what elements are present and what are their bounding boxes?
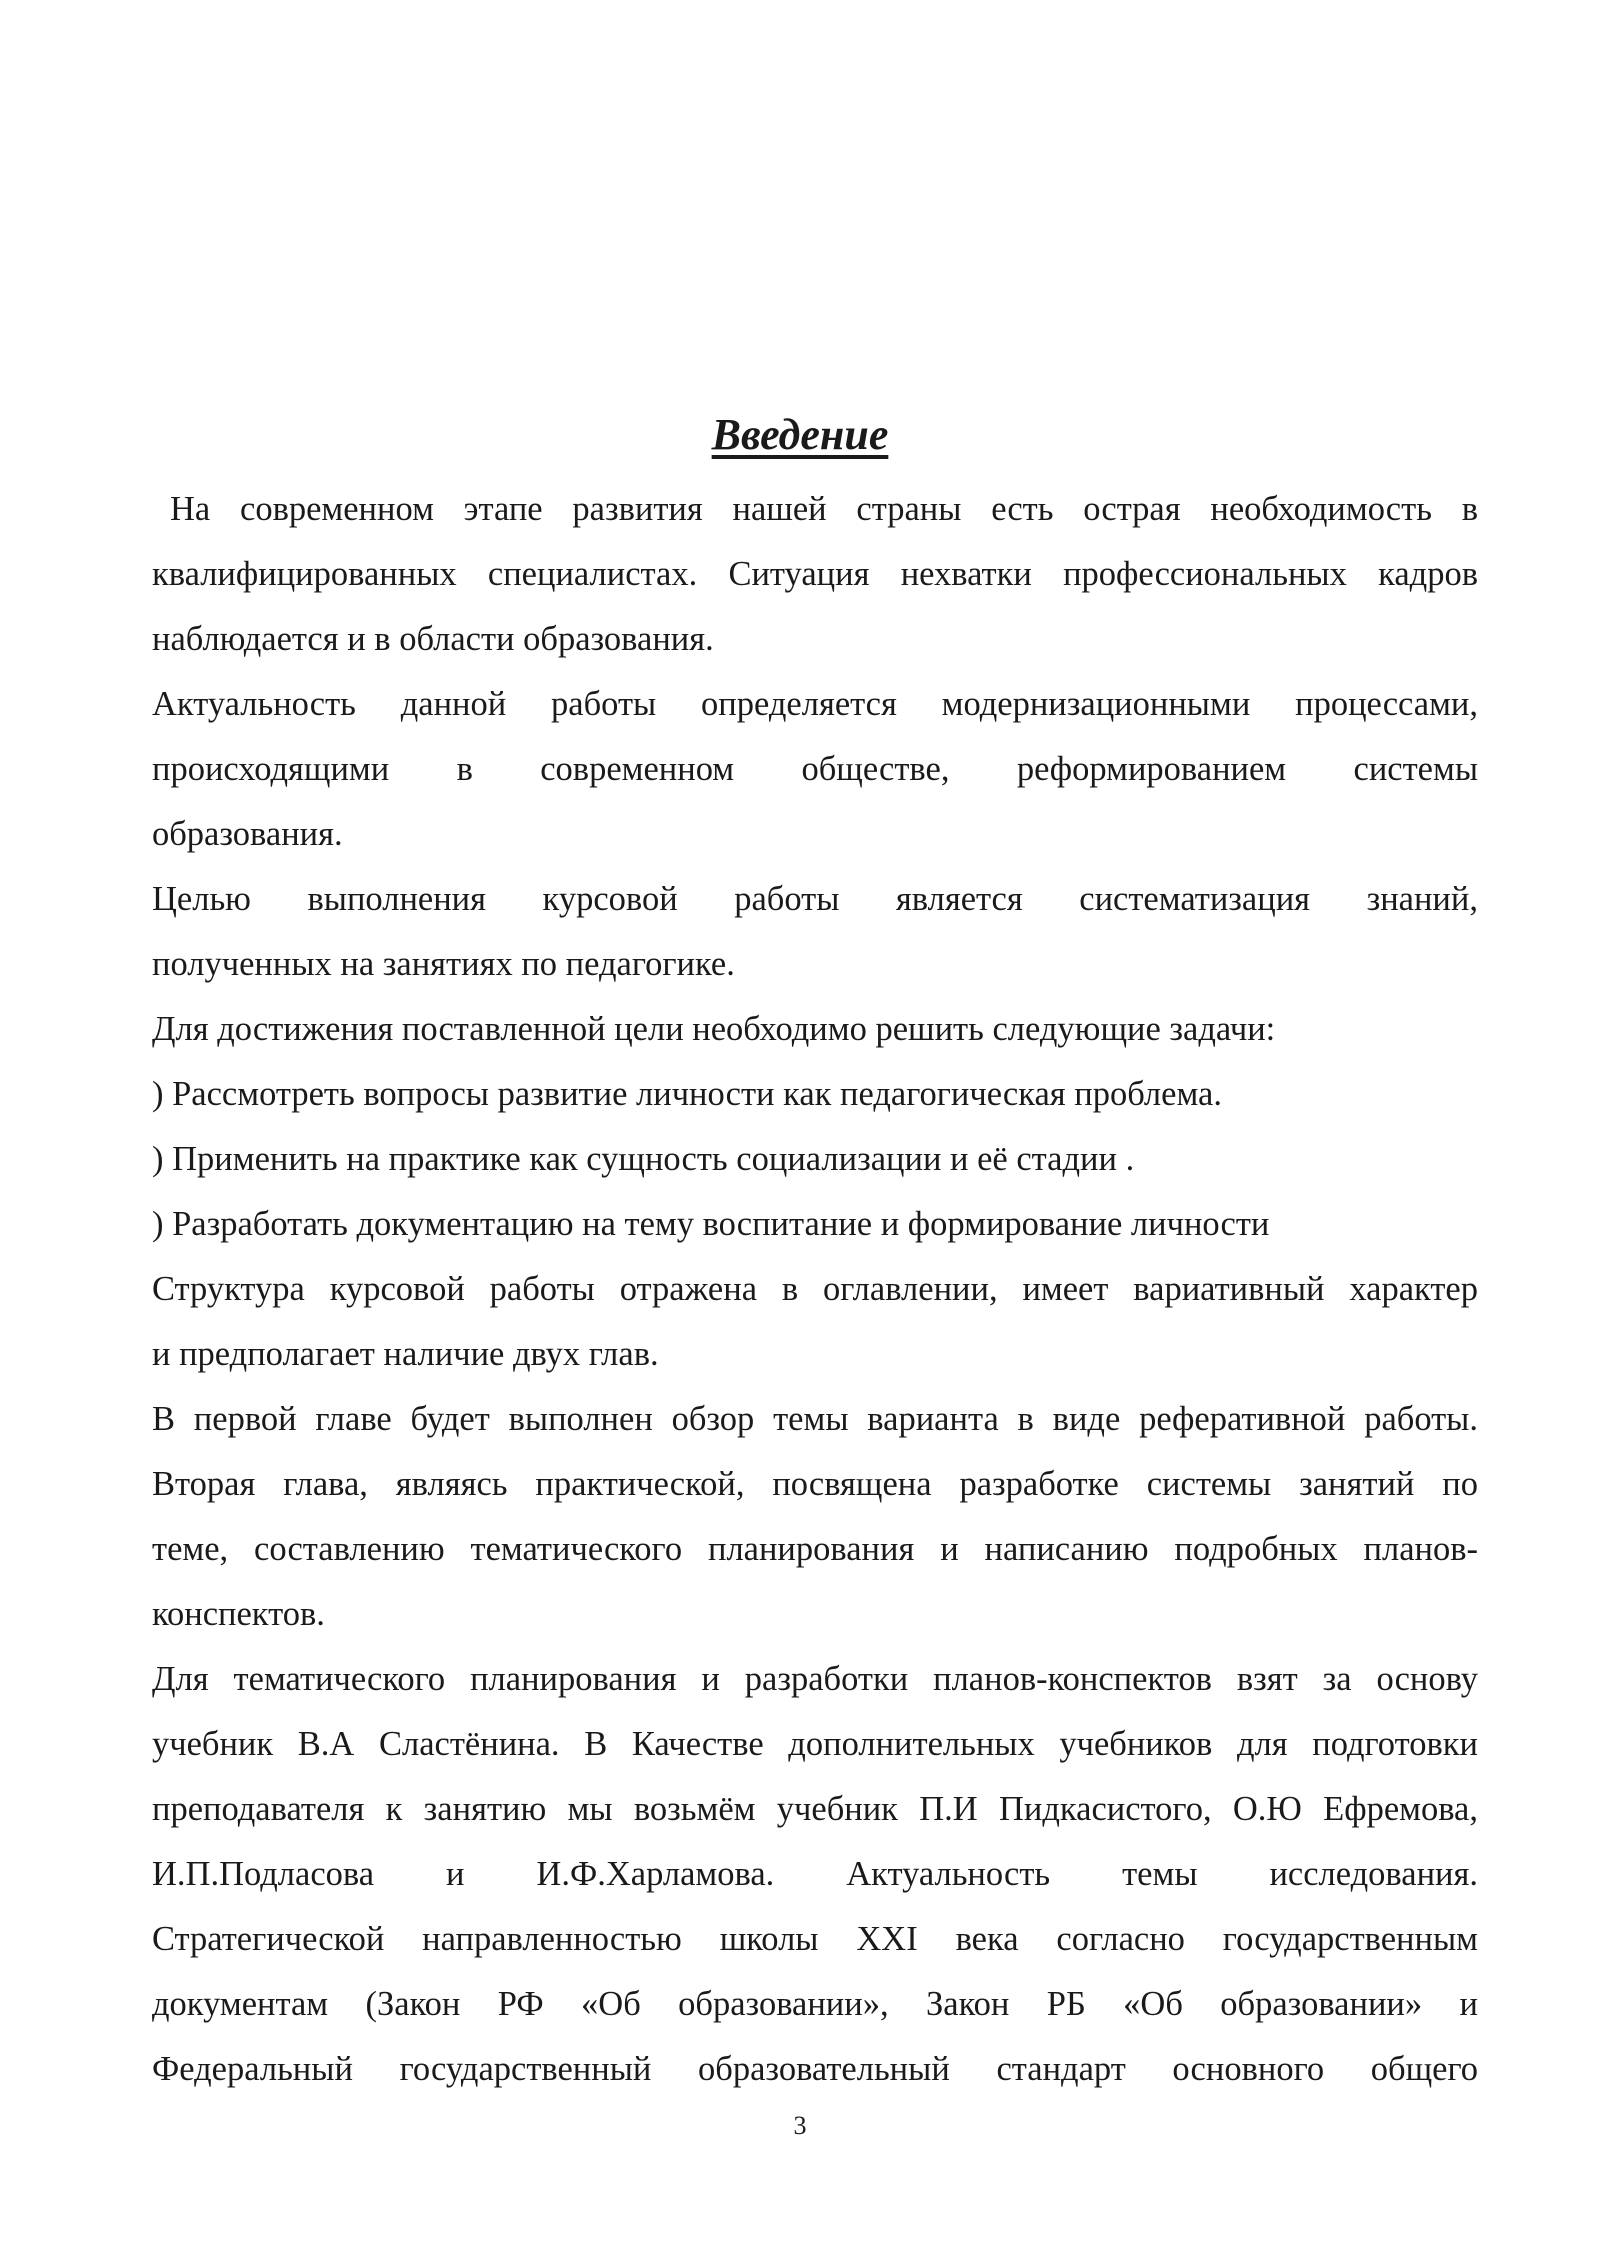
text-line: наблюдается и в области образования. (152, 620, 714, 658)
text-line: образования. (152, 815, 343, 853)
text-line: Федеральный государственный образовательный стандарт основного общего (152, 2050, 1478, 2088)
text-line: и предполагает наличие двух глав. (152, 1335, 659, 1373)
text-line: ) Рассмотреть вопросы развитие личности как педагогическая проблема. (152, 1075, 1222, 1113)
text-line: Вторая глава, являясь практической, посвящена разработке системы занятий по (152, 1465, 1478, 1503)
text-line: учебник В.А Сластёнина. В Качестве дополнительных учебников для подготовки (152, 1725, 1478, 1763)
text-line: На современном этапе развития нашей страны есть острая необходимость в (170, 490, 1478, 528)
text-line: документам (Закон РФ «Об образовании», Закон РБ «Об образовании» и (152, 1985, 1478, 2023)
text-line: преподавателя к занятию мы возьмём учебник П.И Пидкасистого, О.Ю Ефремова, (152, 1790, 1478, 1828)
text-line: квалифицированных специалистах. Ситуация нехватки профессиональных кадров (152, 555, 1478, 593)
text-line: теме, составлению тематического планирования и написанию подробных планов- (152, 1530, 1478, 1568)
page-number: 3 (793, 2111, 807, 2140)
text-line: полученных на занятиях по педагогике. (152, 945, 735, 983)
text-line: Для достижения поставленной цели необходимо решить следующие задачи: (152, 1010, 1276, 1048)
text-line: Актуальность данной работы определяется модернизационными процессами, (152, 685, 1478, 723)
body-text (152, 477, 1478, 2102)
text-line: ) Применить на практике как сущность социализации и её стадии . (152, 1140, 1135, 1178)
text-line: И.П.Подласова и И.Ф.Харламова. Актуальность темы исследования. (152, 1855, 1478, 1893)
text-line: конспектов. (152, 1595, 325, 1633)
text-line: Структура курсовой работы отражена в оглавлении, имеет вариативный характер (152, 1270, 1478, 1308)
text-line: Для тематического планирования и разработки планов-конспектов взят за основу (152, 1660, 1478, 1698)
text-line: В первой главе будет выполнен обзор темы варианта в виде реферативной работы. (152, 1400, 1478, 1438)
text-line: происходящими в современном обществе, реформированием системы (152, 750, 1478, 788)
text-line: Стратегической направленностью школы XXI века согласно государственным (152, 1920, 1478, 1958)
text-line: Целью выполнения курсовой работы является систематизация знаний, (152, 880, 1478, 918)
page-title: Введение (711, 410, 889, 459)
text-line: ) Разработать документацию на тему воспитание и формирование личности (152, 1205, 1270, 1243)
